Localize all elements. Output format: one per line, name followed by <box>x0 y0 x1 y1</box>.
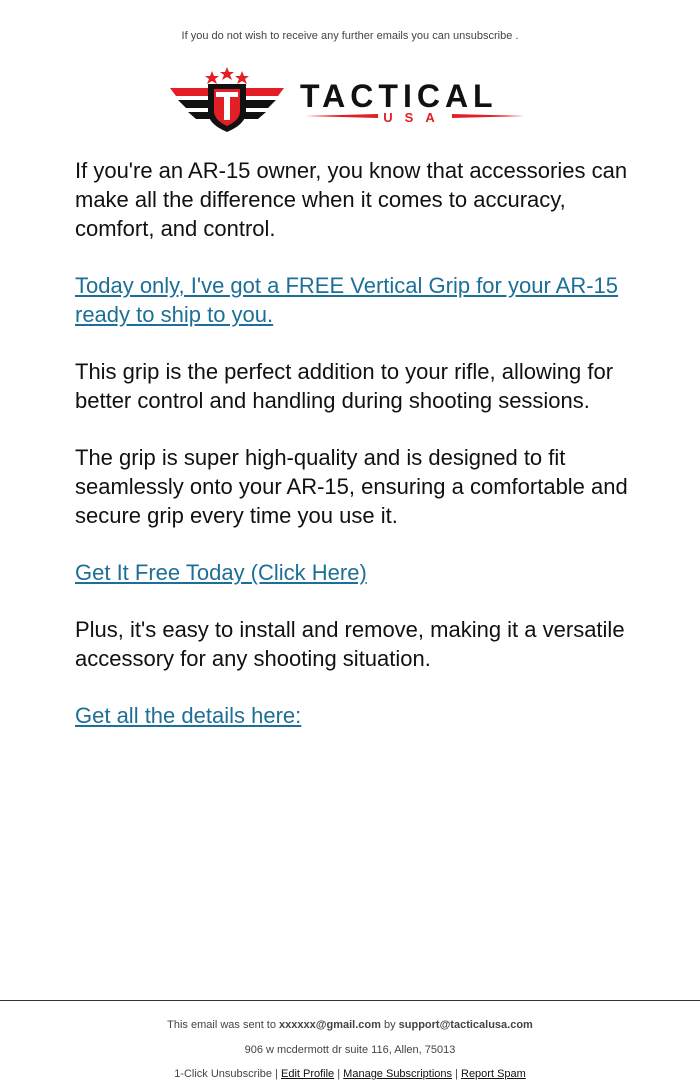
email-body <box>75 156 635 758</box>
grip-quality-paragraph: The grip is super high-quality and is designed to fit seamlessly onto your AR-15, ensuring a comfortable and secure grip every time you use it. <box>75 445 628 528</box>
logo-right-wing <box>244 88 284 96</box>
logo-star-icon <box>235 71 249 84</box>
logo-brand-text: TACTICAL <box>300 78 498 114</box>
logo-left-wing <box>188 112 210 119</box>
grip-description-paragraph: This grip is the perfect addition to your rifle, allowing for better control and handling during shooting sessions. <box>75 359 614 413</box>
sent-prefix: This email was sent to <box>167 1019 276 1031</box>
postal-address: 906 w mcdermott dr suite 116, Allen, 75013 <box>244 1044 456 1056</box>
tactical-usa-logo <box>170 62 532 134</box>
logo-underline-left <box>305 114 378 118</box>
logo-right-wing <box>244 112 266 119</box>
by-text: by <box>383 1019 396 1031</box>
separator: | <box>275 1068 278 1080</box>
sender-email: support@tacticalusa.com <box>398 1019 533 1031</box>
logo-sub-text: USA <box>383 110 447 125</box>
logo-right-wing <box>244 100 276 108</box>
logo-left-wing <box>178 100 210 108</box>
free-grip-link[interactable]: Today only, I've got a FREE Vertical Grip for your AR-15 ready to ship to you. <box>75 273 619 327</box>
separator: | <box>337 1068 341 1080</box>
logo-star-icon <box>220 67 234 80</box>
sent-to-line <box>0 1019 700 1031</box>
details-link[interactable]: Get all the details here: <box>75 703 302 728</box>
footer-divider <box>0 1000 700 1001</box>
intro-paragraph: If you're an AR-15 owner, you know that accessories can make all the difference when it comes to accuracy, comfort, and control. <box>75 158 628 241</box>
logo-underline-right <box>452 114 525 118</box>
separator: | <box>455 1068 458 1080</box>
logo-left-wing <box>170 88 210 96</box>
footer-links <box>0 1068 700 1080</box>
get-it-free-link[interactable]: Get It Free Today (Click Here) <box>75 560 367 585</box>
recipient-email: xxxxxx@gmail.com <box>279 1019 381 1031</box>
manage-subscriptions-link[interactable]: Manage Subscriptions <box>343 1068 453 1080</box>
one-click-unsubscribe[interactable]: 1-Click Unsubscribe <box>174 1068 272 1080</box>
unsubscribe-preheader[interactable]: If you do not wish to receive any further emails you can unsubscribe . <box>181 30 519 42</box>
report-spam-link[interactable]: Report Spam <box>461 1068 526 1080</box>
edit-profile-link[interactable]: Edit Profile <box>280 1068 335 1080</box>
install-paragraph: Plus, it's easy to install and remove, making it a versatile accessory for any shooting situation. <box>75 617 625 671</box>
logo-star-icon <box>205 71 219 84</box>
